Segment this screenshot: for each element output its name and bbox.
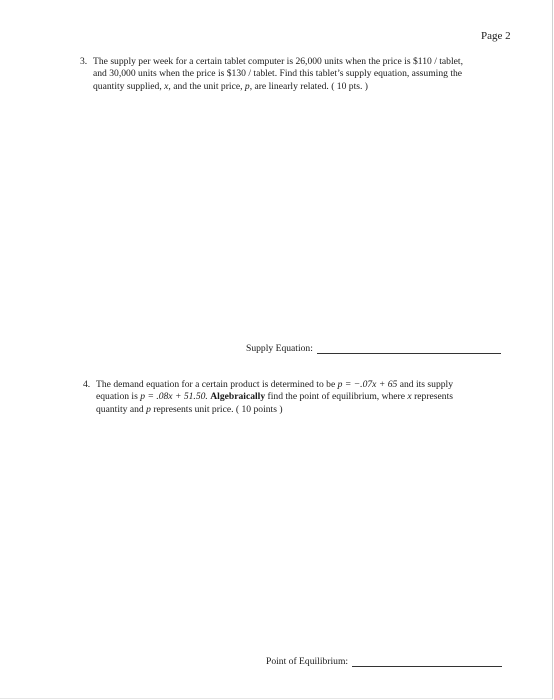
supply-equation-label: Supply Equation: — [246, 343, 313, 354]
question-number: 4. — [83, 379, 91, 390]
variable-p: p — [146, 403, 151, 415]
question-4-text-3a: quantity and — [96, 403, 144, 415]
question-3-line-1 — [80, 56, 520, 68]
question-4-line-3 — [83, 404, 523, 416]
question-3-text-3a: quantity supplied, — [93, 80, 162, 92]
question-3-text-3c: , are linearly related. ( 10 pts. ) — [249, 80, 368, 92]
question-3-line-2: and 30,000 units when the price is $130 / tablet. Find this tablet’s supply equation, assuming the — [93, 68, 463, 80]
question-3-line-3 — [80, 81, 520, 93]
variable-p: p — [244, 80, 250, 92]
question-number: 3. — [80, 56, 88, 67]
question-4-text-1b: and its supply — [399, 379, 454, 390]
emphasis-algebraically: Algebraically — [210, 391, 266, 403]
question-4-line-1 — [83, 379, 523, 391]
variable-x: x — [164, 80, 169, 92]
question-4-text-1a: The demand equation for a certain product is determined to be — [96, 379, 336, 390]
supply-equation-blank[interactable] — [317, 343, 501, 354]
point-of-equilibrium-answer — [266, 656, 502, 667]
question-3 — [80, 56, 520, 93]
point-of-equilibrium-label: Point of Equilibrium: — [266, 656, 349, 667]
question-4 — [83, 379, 523, 416]
page-number: Page 2 — [481, 30, 511, 42]
question-3-text-3b: , and the unit price, — [168, 80, 243, 92]
demand-equation: p = −.07x + 65 — [337, 379, 398, 390]
question-4-text-3b: represents unit price. ( 10 points ) — [153, 403, 283, 415]
supply-equation-answer — [246, 343, 501, 354]
question-4-text-2c: represents — [414, 391, 453, 403]
point-of-equilibrium-blank[interactable] — [352, 656, 502, 667]
question-3-text-1: The supply per week for a certain tablet computer is 26,000 units when the price is $110 / tablet, — [93, 56, 463, 67]
question-4-line-2 — [83, 391, 523, 403]
question-4-text-2a: equation is — [96, 391, 138, 403]
variable-x: x — [407, 391, 412, 403]
supply-equation: p = .08x + 51.50. — [140, 391, 208, 403]
question-4-text-2b: find the point of equilibrium, where — [267, 391, 406, 403]
